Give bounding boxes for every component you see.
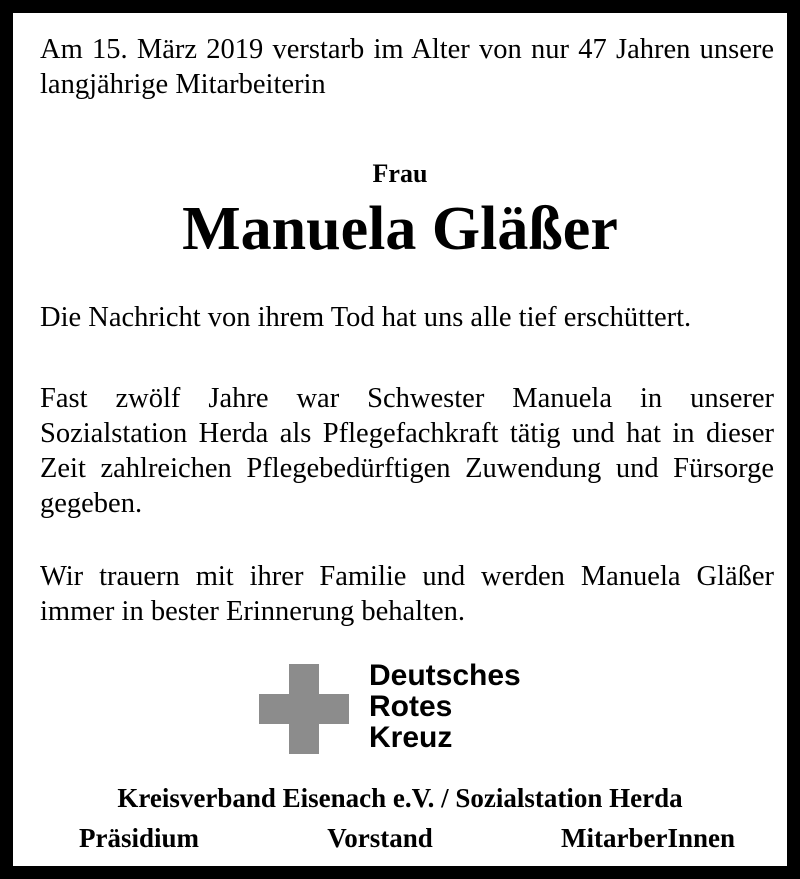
signatory-presidium: Präsidium xyxy=(79,823,200,853)
intro-text: Am 15. März 2019 verstarb im Alter von nur 47 Jahren unsere langjährige Mitarbeiterin xyxy=(40,34,774,100)
signatory-staff: MitarberInnen xyxy=(561,823,735,853)
signatory-board: Vorstand xyxy=(327,823,433,853)
paragraph-2: Fast zwölf Jahre war Schwester Manuela in unserer Sozialstation Herda als Pflegefachkraft tätig und hat in dieser Zeit zahlreichen Pflegebedürftigen Zuwendung und Fürsorge gegeben. xyxy=(40,383,774,519)
organization-line: Kreisverband Eisenach e.V. / Sozialstation Herda xyxy=(117,783,683,813)
cross-icon-horizontal xyxy=(259,694,349,724)
red-cross-logo xyxy=(259,659,579,774)
signatories-row xyxy=(79,821,735,855)
deceased-name: Manuela Gläßer xyxy=(182,195,618,263)
logo-line-3: Kreuz xyxy=(369,721,453,754)
logo-line-1: Deutsches xyxy=(369,659,521,692)
paragraph-1: Die Nachricht von ihrem Tod hat uns alle tief erschüttert. xyxy=(40,302,692,333)
paragraph-3: Wir trauern mit ihrer Familie und werden Manuela Gläßer immer in bester Erinnerung behalten. xyxy=(40,561,774,627)
logo-line-2: Rotes xyxy=(369,690,453,723)
salutation: Frau xyxy=(372,159,428,188)
logo-wordmark xyxy=(369,660,521,753)
